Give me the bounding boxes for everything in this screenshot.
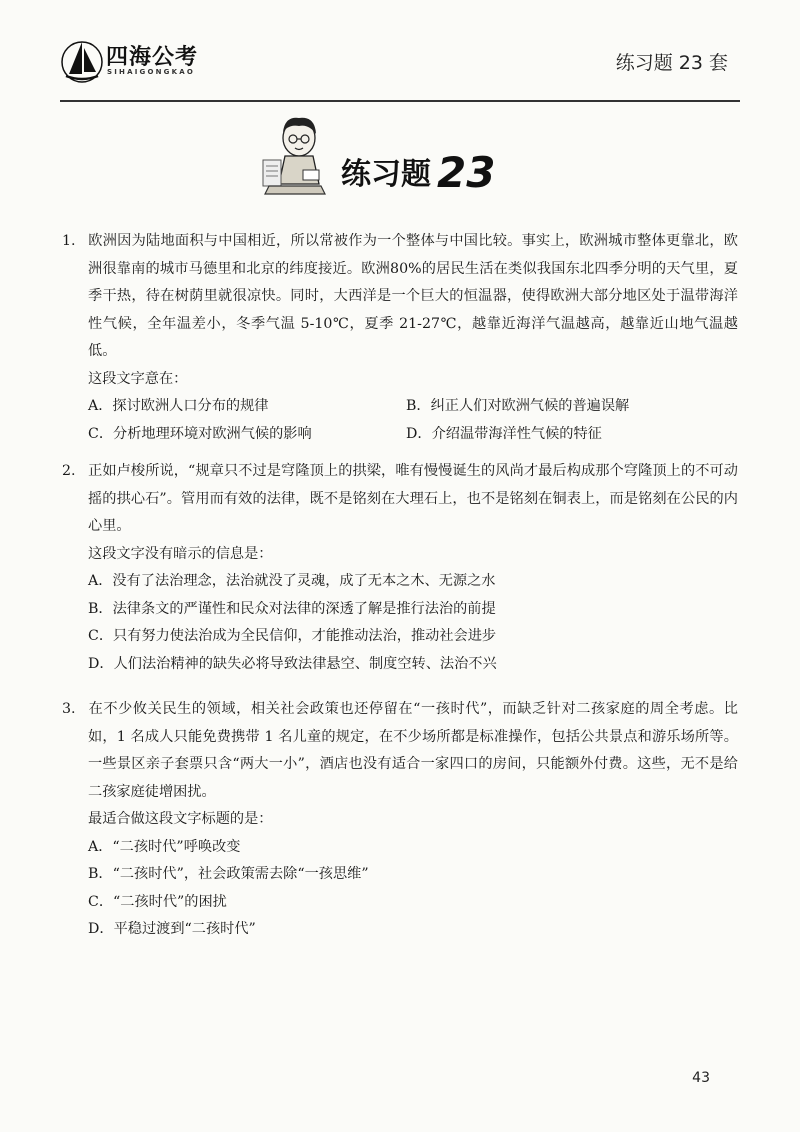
option-d[interactable]: D．平稳过渡到“二孩时代” xyxy=(88,921,256,937)
brand-name: 四海公考 xyxy=(106,45,199,70)
option-b[interactable]: B．“二孩时代”，社会政策需去除“一孩思维” xyxy=(88,866,369,882)
sailboat-logo-icon xyxy=(60,38,104,84)
option-d[interactable]: D．介绍温带海洋性气候的特征 xyxy=(406,425,602,442)
brand-logo xyxy=(60,38,220,90)
question-3 xyxy=(62,696,738,944)
question-prompt: 这段文字意在： xyxy=(88,370,188,387)
option-a[interactable]: A．没有了法治理念，法治就没了灵魂，成了无本之木、无源之水 xyxy=(88,573,496,589)
question-stem xyxy=(62,696,738,806)
question-text: 欧洲因为陆地面积与中国相近，所以常被作为一个整体与中国比较。事实上，欧洲城市整体更靠北，欧洲很靠南的城市马德里和北京的纬度接近。欧洲80%的居民生活在类似我国东北四季分明的天气里，夏季干热，待在树荫里就很凉快。同时，大西洋是一个巨大的恒温器，使得欧洲大部分地区处于温带海洋性气候，全年温差小，冬季气温 5-10℃，夏季 21-27℃，越靠近海洋气温越高，越靠近山地气温越低。 xyxy=(88,233,738,359)
question-text: 正如卢梭所说，“规章只不过是穹隆顶上的拱梁，唯有慢慢诞生的风尚才最后构成那个穹隆顶上的不可动摇的拱心石”。管用而有效的法律，既不是铭刻在大理石上，也不是铭刻在铜表上，而是铭刻在公民的内心里。 xyxy=(88,463,738,534)
set-label: 练习题 23 套 xyxy=(615,52,728,74)
question-1 xyxy=(62,228,738,448)
question-prompt: 最适合做这段文字标题的是： xyxy=(88,811,273,827)
brand-pinyin: SIHAIGONGKAO xyxy=(107,68,196,76)
title-heading xyxy=(341,148,495,197)
question-number: 1. xyxy=(62,233,76,249)
option-c[interactable]: C．分析地理环境对欧洲气候的影响 xyxy=(88,425,312,442)
question-text: 在不少攸关民生的领域，相关社会政策也还停留在“一孩时代”，而缺乏针对二孩家庭的周全考虑。比如，1 名成人只能免费携带 1 名儿童的规定，在不少场所都是标准操作，包括公共景点和游乐场所等。一些景区亲子套票只含“两大一小”，酒店也没有适合一家四口的房间，只能额外付费。这些，无不是给二孩家庭徒增困扰。 xyxy=(88,701,738,800)
option-b[interactable]: B．法律条文的严谨性和民众对法律的深透了解是推行法治的前提 xyxy=(88,600,496,617)
option-d[interactable]: D．人们法治精神的缺失必将导致法律悬空、制度空转、法治不兴 xyxy=(88,655,497,672)
question-stem xyxy=(62,458,738,541)
header-divider xyxy=(60,100,740,102)
question-prompt: 这段文字没有暗示的信息是： xyxy=(88,545,273,562)
page-header xyxy=(0,0,800,110)
option-c[interactable]: C．只有努力使法治成为全民信仰，才能推动法治，推动社会进步 xyxy=(88,628,497,644)
page-number: 43 xyxy=(692,1070,710,1086)
options-grid xyxy=(62,393,738,448)
question-stem xyxy=(62,228,738,366)
option-a[interactable]: A．“二孩时代”呼唤改变 xyxy=(88,838,241,855)
studying-boy-illustration-icon xyxy=(255,110,335,200)
title-label: 练习题 xyxy=(341,157,431,192)
question-2 xyxy=(62,458,738,678)
option-b[interactable]: B．纠正人们对欧洲气候的普遍误解 xyxy=(406,398,630,414)
question-number: 3. xyxy=(62,701,76,717)
question-number: 2. xyxy=(62,463,76,479)
page-title xyxy=(255,110,555,210)
title-number: 23 xyxy=(437,148,496,197)
option-c[interactable]: C．“二孩时代”的困扰 xyxy=(88,893,227,910)
option-a[interactable]: A．探讨欧洲人口分布的规律 xyxy=(88,398,269,414)
